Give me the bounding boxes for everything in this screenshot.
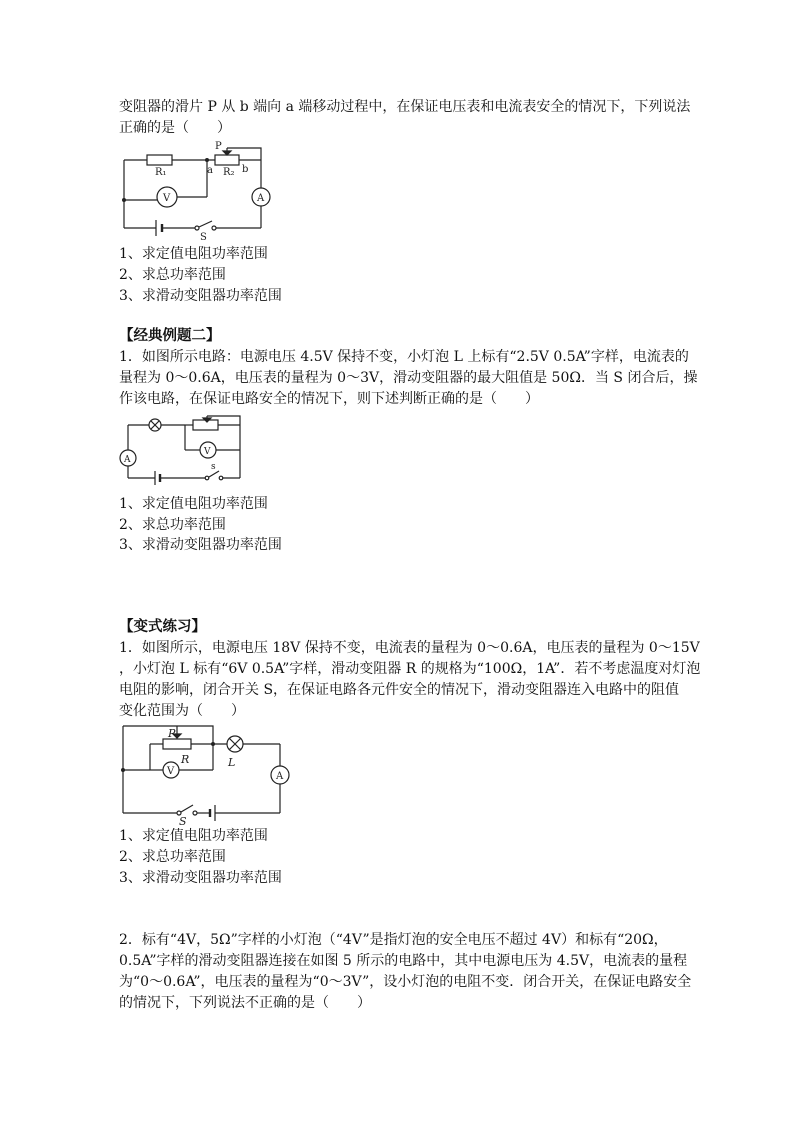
example-2-paragraph xyxy=(119,347,698,410)
label-a: a xyxy=(207,165,213,176)
question-3c: 3、求滑动变阻器功率范围 xyxy=(119,870,282,886)
intro-line-2: 正确的是（ ） xyxy=(119,120,231,136)
intro-paragraph xyxy=(119,97,691,139)
switch-label-3: S xyxy=(179,815,187,826)
question-2a: 2、求总功率范围 xyxy=(119,267,226,283)
problem-2-paragraph xyxy=(119,930,692,1014)
label-l-3: L xyxy=(228,756,236,769)
ammeter-label-2: A xyxy=(124,455,131,465)
question-1b: 1、求定值电阻功率范围 xyxy=(119,496,268,512)
variant-line-3: 电阻的影响，闭合开关 S，在保证电路各元件安全的情况下，滑动变阻器连入电路中的阻值 xyxy=(119,682,680,698)
variant-paragraph xyxy=(119,638,701,722)
label-p-3: P xyxy=(168,727,176,740)
voltmeter-label: V xyxy=(163,193,171,204)
voltmeter-label-2: V xyxy=(204,447,211,457)
circuit-diagram-3 xyxy=(115,718,295,826)
example-2-line-2: 量程为 0～0.6A，电压表的量程为 0～3V，滑动变阻器的最大阻值是 50Ω．当 S 闭合后，操 xyxy=(119,370,698,386)
label-p: P xyxy=(215,141,222,152)
variant-heading: 【变式练习】 xyxy=(119,618,206,635)
ammeter-label: A xyxy=(257,193,265,204)
question-2b: 2、求总功率范围 xyxy=(119,517,226,533)
label-r2: R₂ xyxy=(223,167,235,178)
question-3a: 3、求滑动变阻器功率范围 xyxy=(119,288,282,304)
switch-label: S xyxy=(200,232,207,243)
circuit-diagram-1 xyxy=(115,138,280,243)
problem-2-line-3: 为“0～0.6A”，电压表的量程为“0～3V”，设小灯泡的电阻不变．闭合开关，在保证电路安全 xyxy=(119,974,692,990)
intro-line-1: 变阻器的滑片 P 从 b 端向 a 端移动过程中，在保证电压表和电流表安全的情况下，下列说法 xyxy=(119,99,691,115)
question-2c: 2、求总功率范围 xyxy=(119,849,226,865)
problem-2-line-4: 的情况下，下列说法不正确的是（ ） xyxy=(119,995,371,1011)
variant-line-4: 变化范围为（ ） xyxy=(119,703,245,719)
ammeter-label-3: A xyxy=(276,771,284,782)
switch-label-2: s xyxy=(211,462,216,472)
example-2-heading: 【经典例题二】 xyxy=(119,327,221,344)
variant-line-1: 1．如图所示，电源电压 18V 保持不变，电流表的量程为 0～0.6A，电压表的量程为 0～15V xyxy=(119,640,700,656)
problem-2-line-1: 2．标有“4V，5Ω”字样的小灯泡（“4V”是指灯泡的安全电压不超过 4V）和标有“20Ω， xyxy=(119,932,668,948)
label-b: b xyxy=(242,164,249,175)
example-2-line-3: 作该电路，在保证电路安全的情况下，则下述判断正确的是（ ） xyxy=(119,391,539,407)
question-1a: 1、求定值电阻功率范围 xyxy=(119,246,268,262)
problem-2-line-2: 0.5A”字样的滑动变阻器连接在如图 5 所示的电路中，其中电源电压为 4.5V，电流表的量程 xyxy=(119,953,688,969)
circuit-diagram-2 xyxy=(115,410,250,492)
example-2-line-1: 1．如图所示电路：电源电压 4.5V 保持不变，小灯泡 L 上标有“2.5V 0.5A”字样，电流表的 xyxy=(119,349,689,365)
label-r1: R₁ xyxy=(155,167,167,178)
question-1c: 1、求定值电阻功率范围 xyxy=(119,828,268,844)
label-r-3: R xyxy=(181,753,190,766)
voltmeter-label-3: V xyxy=(167,766,175,777)
question-3b: 3、求滑动变阻器功率范围 xyxy=(119,537,282,553)
variant-line-2: ，小灯泡 L 标有“6V 0.5A”字样，滑动变阻器 R 的规格为“100Ω，1A”．若不考虑温度对灯泡 xyxy=(119,661,701,677)
